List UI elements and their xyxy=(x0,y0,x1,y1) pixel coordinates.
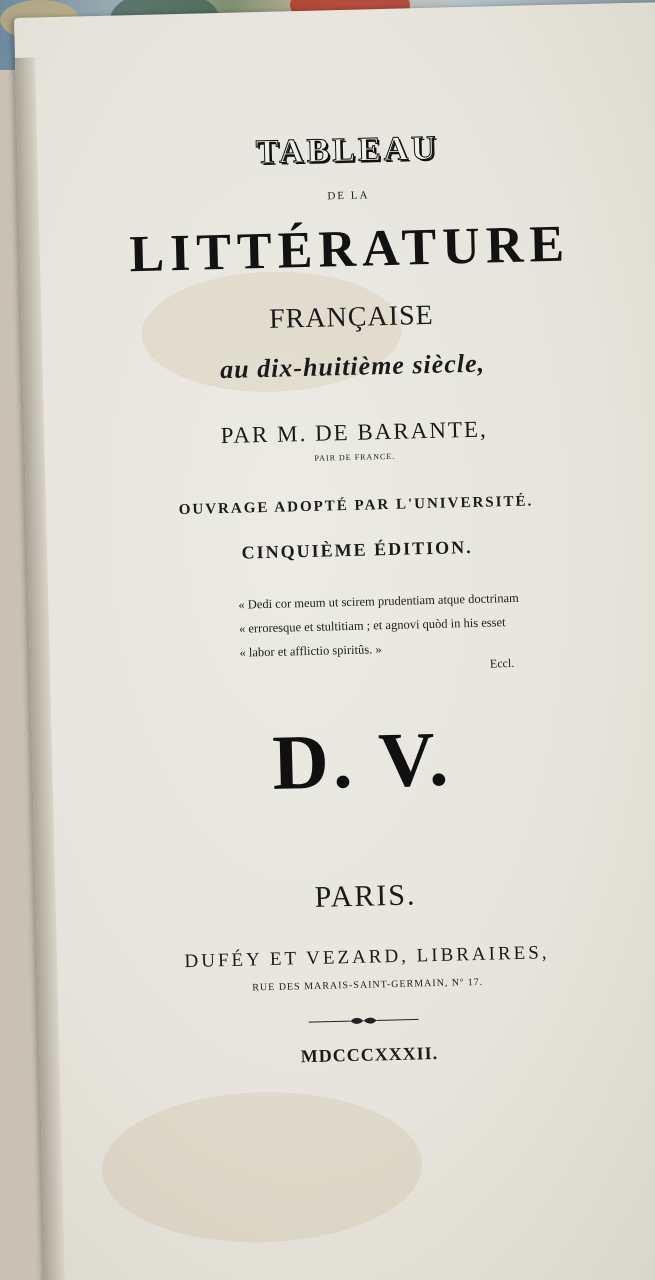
adoption-note: OUVRAGE ADOPTÉ PAR L'UNIVERSITÉ. xyxy=(178,493,534,519)
author-title: PAIR DE FRANCE. xyxy=(314,451,396,463)
epigraph-line: « erroresque et stultitiam ; et agnovi quòd in his esset xyxy=(238,615,506,636)
publisher: DUFÉY ET VEZARD, LIBRAIRES, xyxy=(184,942,550,973)
title-page xyxy=(14,2,655,1280)
title-line-4: au dix-huitième siècle, xyxy=(219,348,486,385)
epigraph-source: Eccl. xyxy=(489,655,515,671)
ornament-divider xyxy=(308,1013,418,1028)
city: PARIS. xyxy=(314,878,417,914)
publication-date: MDCCCXXXII. xyxy=(300,1042,439,1067)
epigraph-line: « labor et afflictio spiritûs. » xyxy=(239,642,382,660)
publisher-address: RUE DES MARAIS-SAINT-GERMAIN, Nº 17. xyxy=(252,976,484,994)
title-line-2: LITTÉRATURE xyxy=(128,215,571,284)
title-de-la: DE LA xyxy=(327,189,370,203)
publisher-monogram: D. V. xyxy=(271,714,454,806)
edition: CINQUIÈME ÉDITION. xyxy=(241,536,473,563)
title-line-1: TABLEAU xyxy=(255,129,440,172)
author: PAR M. DE BARANTE, xyxy=(220,416,489,449)
paper-foxing xyxy=(100,1088,424,1246)
epigraph-line: « Dedi cor meum ut scirem prudentiam atque doctrinam xyxy=(238,590,519,612)
title-line-3: FRANÇAISE xyxy=(268,299,435,335)
